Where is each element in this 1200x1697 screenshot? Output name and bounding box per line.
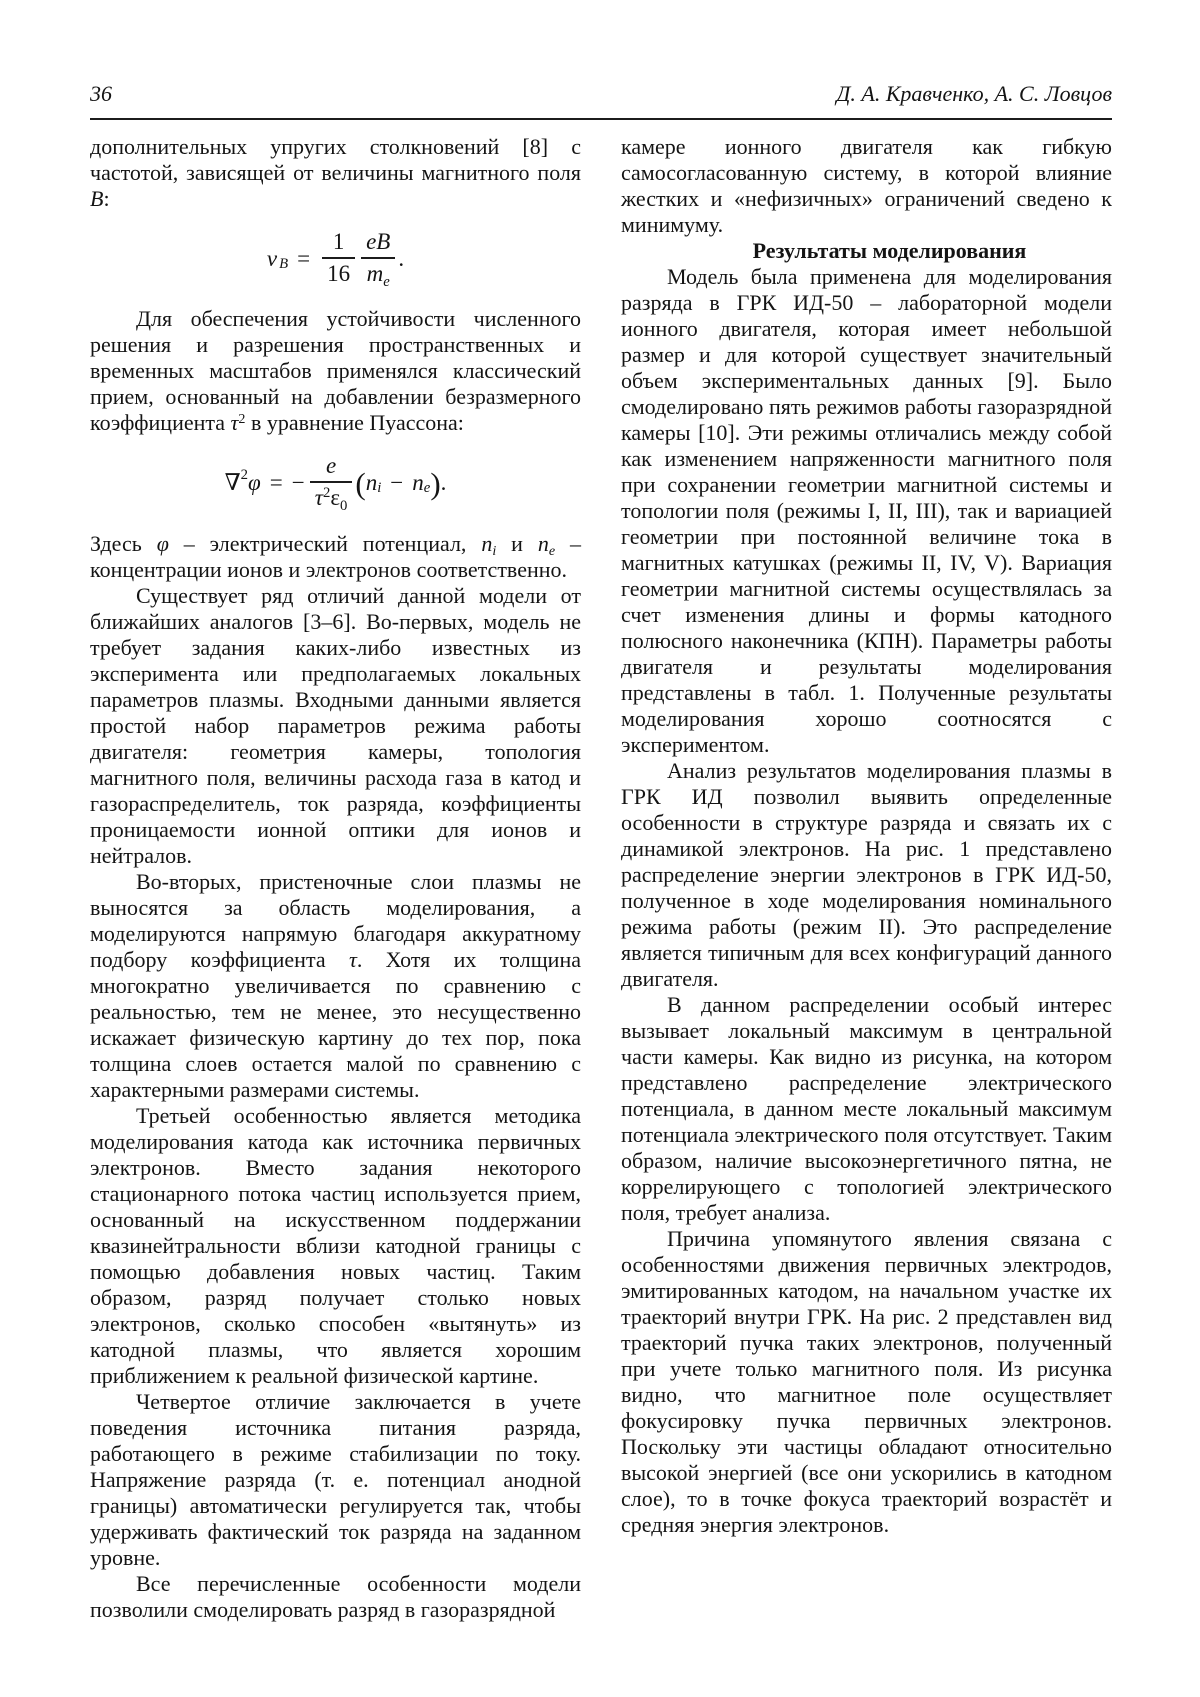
fraction-e-over-tau2-eps0	[310, 453, 353, 514]
left-column	[90, 134, 581, 1623]
denominator	[361, 259, 395, 290]
mass-symbol: m	[366, 261, 384, 287]
electron-density-symbol: n	[412, 470, 424, 496]
right-column	[621, 134, 1112, 1623]
paragraph-left-8: Все перечисленные особенности модели позволили смоделировать разряд в газоразрядной	[90, 1570, 581, 1622]
nu-symbol: ν	[266, 246, 278, 272]
paragraph-right-4: В данном распределении особый интерес вызывает локальный максимум в центральной части камеры. Как видно из рисунка, на котором представлено распределение электрического потенциала, в данном месте локальный максимум потенциала электрического поля отсутствует. Таким образом, наличие высокоэнергетичного пятна, не коррелирующего с топологией электрического поля, требует анализа.	[621, 992, 1112, 1225]
paragraph-left-2: Для обеспечения устойчивости численного решения и разрешения пространственных и временных масштабов применялся классический прием, основанный на добавлении безразмерного коэффициента $\tau^2$ в уравнение Пуассона:	[90, 306, 581, 436]
nabla-symbol: ∇	[224, 470, 241, 496]
formula-poisson-equation: ∇ $^2$ φ = − $\frac{e}{\tau^2\varepsilon_0}$ ( n $_i$ − n $_e$ ) .	[224, 453, 447, 514]
epsilon-symbol: ε	[330, 485, 340, 511]
fraction-one-sixteenth	[322, 229, 355, 287]
paragraph-left-4: Существует ряд отличий данной модели от ближайших аналогов [3–6]. Во-первых, модель не требует задания каких-либо известных из эксперимента или предполагаемых локальных параметров плазмы. Входными данными является простой набор параметров режима работы двигателя: геометрия камеры, топология магнитного поля, величины расхода газа в катод и газораспределитель, ток разряда, коэффициенты проницаемости ионной оптики для ионов и нейтралов.	[90, 582, 581, 868]
minus-sign: −	[390, 470, 404, 496]
page-number: 36	[90, 81, 112, 106]
period: .	[440, 470, 447, 496]
paragraph-left-3: Здесь φ – электрический потенциал, $n_i$ и $n_e$ – концентрации ионов и электронов соответственно.	[90, 530, 581, 582]
minus-sign: −	[291, 470, 305, 496]
authors: Д. А. Кравченко, А. С. Ловцов	[836, 81, 1112, 106]
open-paren: (	[355, 465, 366, 501]
numerator: e	[310, 453, 353, 483]
formula-electron-collision-frequency: ν $_B$ = $\frac{1}{16}$ $\frac{eB}{m_e}$ .	[266, 229, 405, 290]
tau-symbol: τ	[314, 485, 323, 511]
equals-sign: =	[297, 246, 311, 272]
epsilon-subscript: 0	[340, 497, 348, 514]
numerator: eB	[361, 229, 395, 259]
period: .	[398, 246, 405, 272]
fraction-eB-over-me	[361, 229, 395, 290]
tau-exponent: 2	[322, 485, 331, 502]
denominator: 16	[327, 261, 351, 287]
close-paren: )	[430, 465, 441, 501]
paragraph-left-7: Четвертое отличие заключается в учете поведения источника питания разряда, работающего в режиме стабилизации по току. Напряжение разряда (т. е. потенциал анодной границы) автоматически регулируется так, чтобы удерживать фактический ток разряда на заданном уровне.	[90, 1388, 581, 1570]
paragraph-left-5: Во-вторых, пристеночные слои плазмы не выносятся за область моделирования, а моделируются напрямую благодаря аккуратному подбору коэффициента τ. Хотя их толщина многократно увеличивается по сравнению с реальностью, тем не менее, это несущественно искажает физическую картину до тех пор, пока толщина слоев остается малой по сравнению с характерными размерами системы.	[90, 868, 581, 1102]
denominator	[310, 483, 353, 514]
equals-sign: =	[269, 470, 283, 496]
numerator: 1	[322, 229, 355, 259]
two-column-body	[90, 134, 1112, 1623]
paragraph-left-1: дополнительных упругих столкновений [8] с частотой, зависящей от величины магнитного поля B:	[90, 134, 581, 211]
paragraph-right-1: камере ионного двигателя как гибкую самосогласованную систему, в которой влияние жестких и «нефизичных» ограничений сведено к минимуму.	[621, 134, 1112, 237]
phi-symbol: φ	[248, 470, 261, 496]
header-rule	[90, 118, 1112, 120]
paragraph-right-3: Анализ результатов моделирования плазмы в ГРК ИД позволил выявить определенные особенности в структуре разряда и связать их с динамикой электронов. На рис. 1 представлено распределение энергии электронов в ГРК ИД-50, полученное в ходе моделирования номинального режима работы (режим II). Это распределение является типичным для всех конфигураций данного двигателя.	[621, 758, 1112, 991]
mass-subscript: e	[383, 273, 390, 290]
paragraph-right-2: Модель была применена для моделирования разряда в ГРК ИД-50 – лабораторной модели ионного двигателя, которая имеет небольшой размер и для которой существует значительный объем экспериментальных данных [9]. Было смоделировано пять режимов работы газоразрядной камеры [10]. Эти режимы отличались между собой как изменением напряженности магнитного поля при сохранении геометрии магнитной системы и топологии поля (режимы I, II, III), так и вариацией геометрии при постоянной величине тока в магнитных катушках (режимы II, IV, V). Вариация геометрии магнитной системы осуществлялась за счет изменения длины и формы катодного полюсного наконечника (КПН). Параметры работы двигателя и результаты моделирования представлены в табл. 1. Полученные результаты моделирования хорошо соотносятся с экспериментом.	[621, 264, 1112, 757]
paragraph-left-6: Третьей особенностью является методика моделирования катода как источника первичных электронов. Вместо задания некоторого стационарного потока частиц используется прием, основанный на искусственном поддержании квазинейтральности вблизи катодной границы с помощью добавления новых частиц. Таким образом, разряд получает столько новых электронов, сколько способен «вытянуть» из катодной плазмы, что является хорошим приближением к реальной физической картине.	[90, 1102, 581, 1388]
running-head	[90, 82, 1112, 106]
section-heading-results: Результаты моделирования	[752, 238, 1027, 263]
ion-density-symbol: n	[365, 470, 378, 496]
paragraph-right-5: Причина упомянутого явления связана с особенностями движения первичных электродов, эмитированных катодом, на начальном участке их траекторий внутри ГРК. На рис. 2 представлен вид траекторий пучка таких электронов, полученный при учете только магнитного поля. Из рисунка видно, что магнитное поле осуществляет фокусировку пучка первичных электронов. Поскольку эти частицы обладают относительно высокой энергией (все они ускорились в катодном слое), то в точке фокуса траекторий возрастёт и средняя энергия электронов.	[621, 1226, 1112, 1537]
